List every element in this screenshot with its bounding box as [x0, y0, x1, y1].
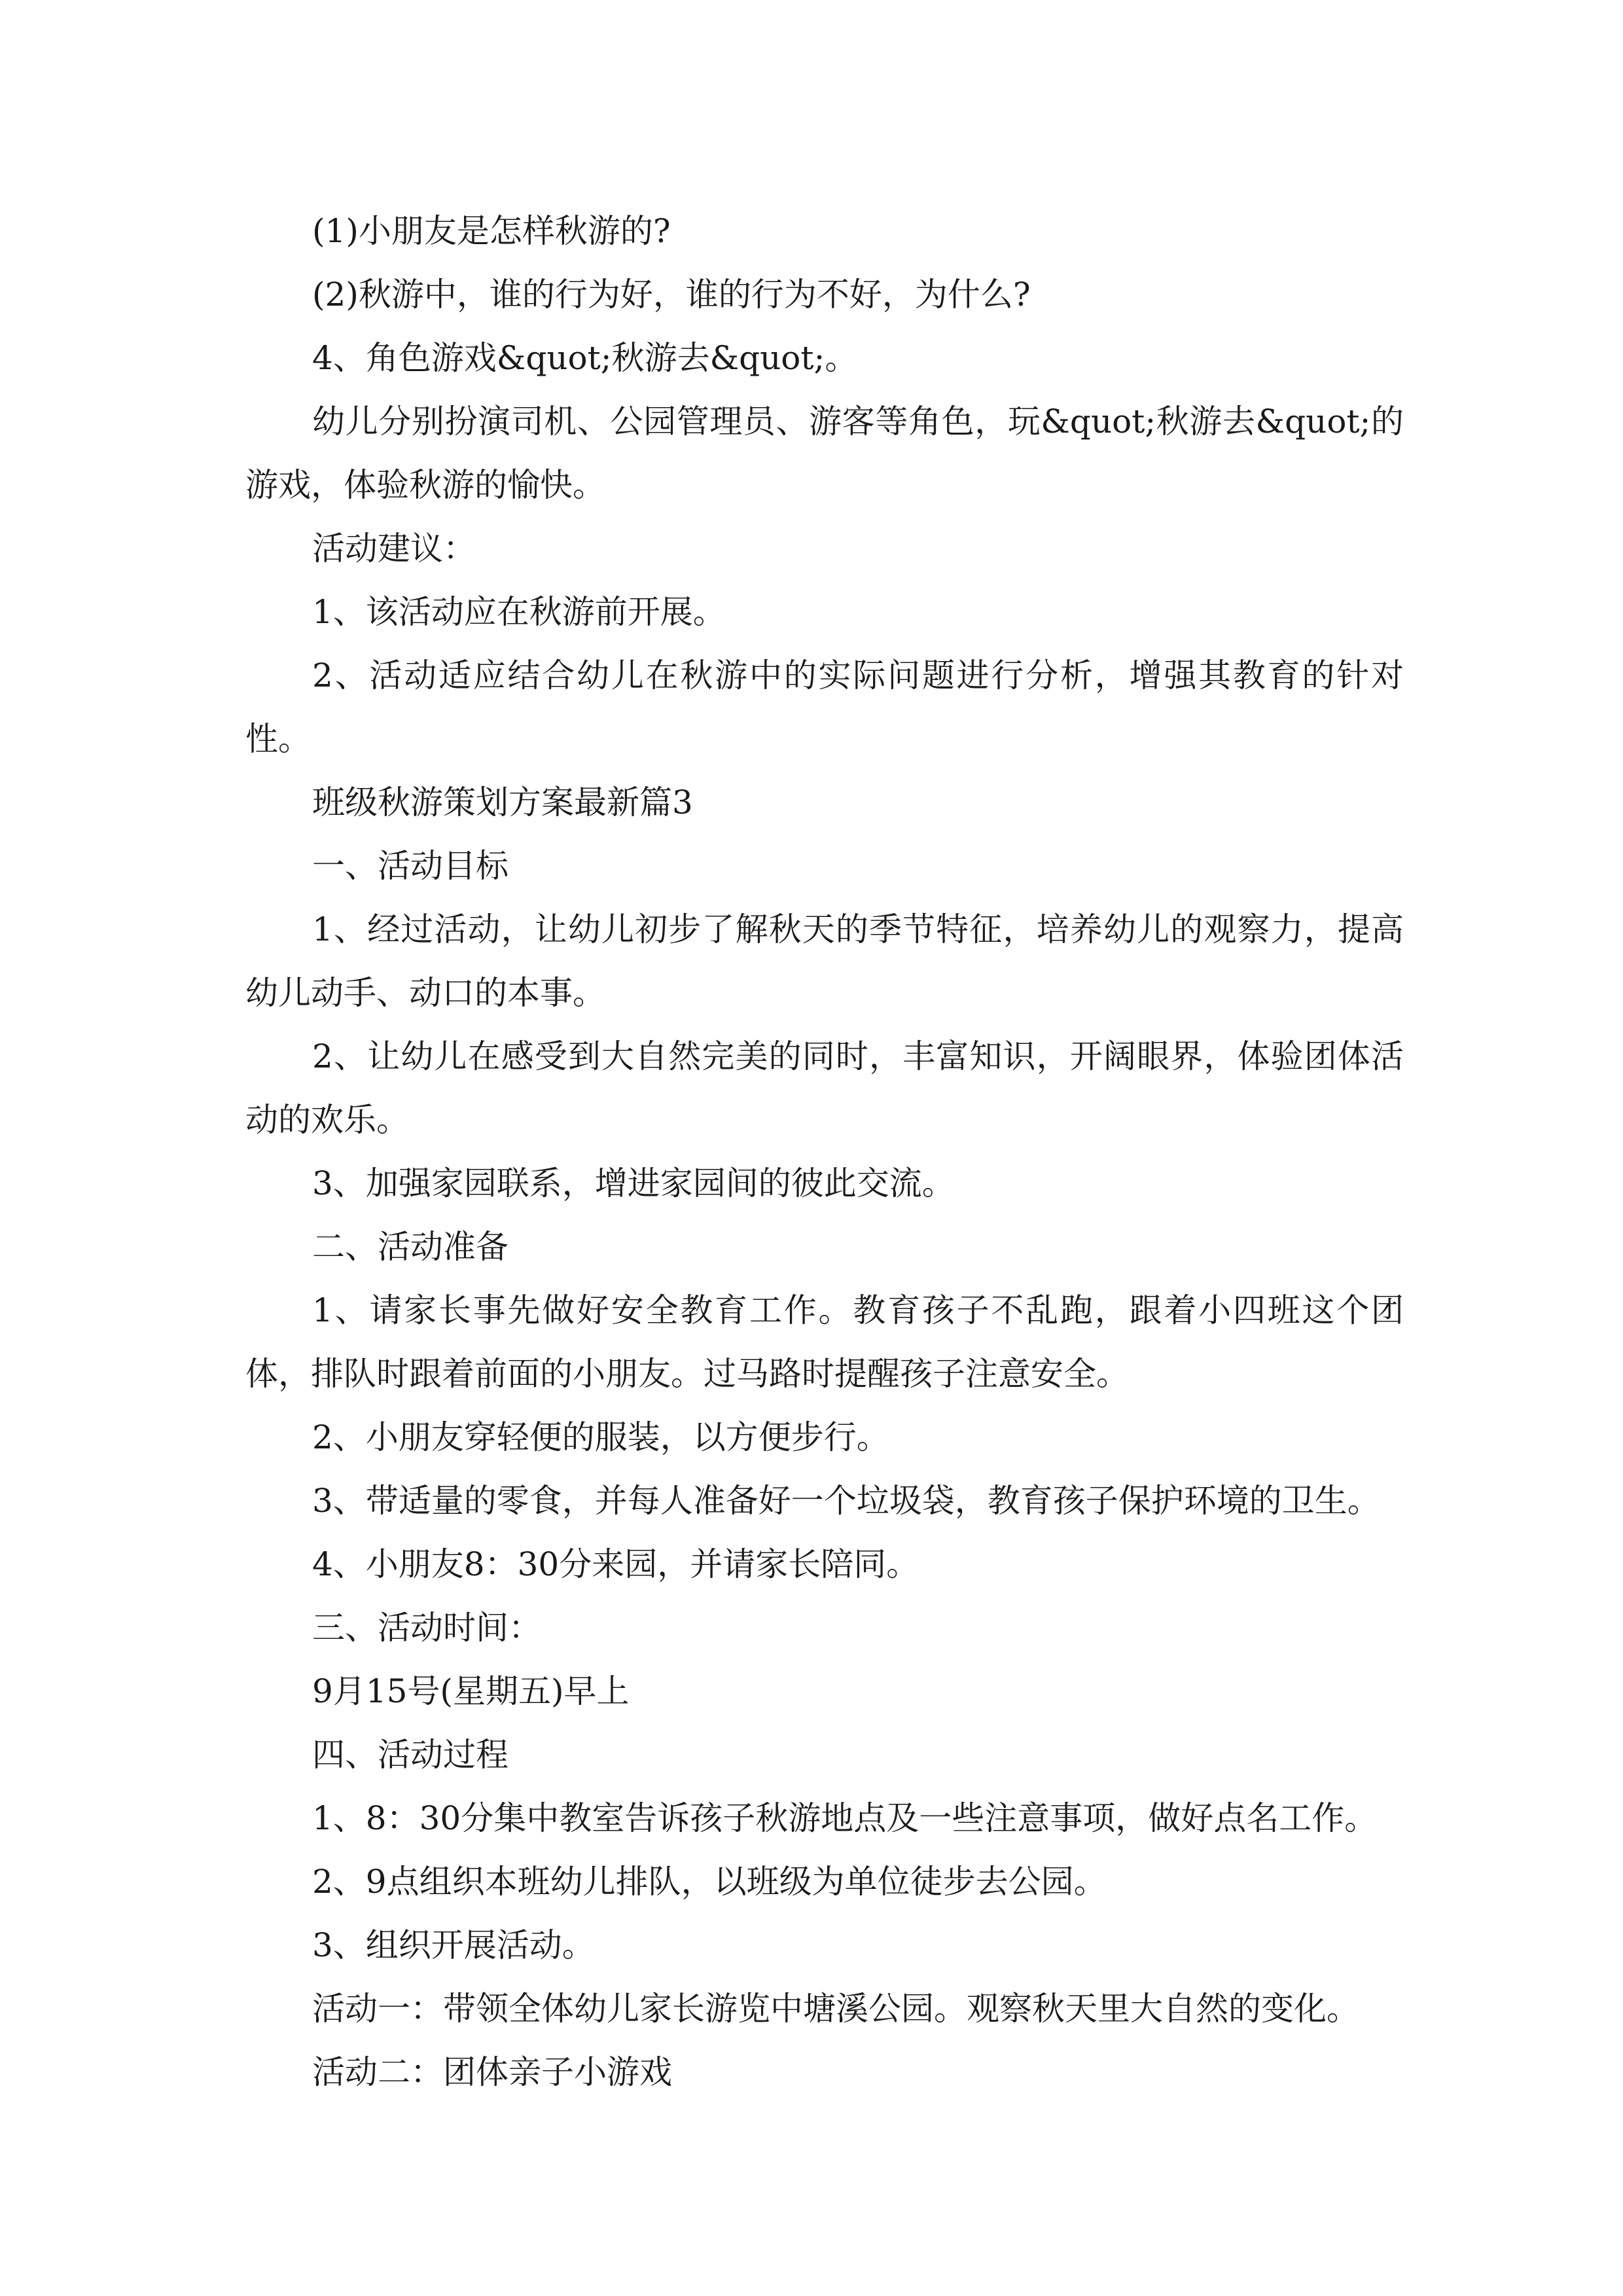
heading-time: 三、活动时间： [312, 1609, 541, 1647]
paragraph-prep-1: 1、请家长事先做好安全教育工作。教育孩子不乱跑，跟着小四班这个团体，排队时跟着前面的小朋友。过马路时提醒孩子注意安全。 [245, 1291, 1404, 1393]
paragraph-process-2: 2、9点组织本班幼儿排队，以班级为单位徒步去公园。 [312, 1863, 1107, 1901]
paragraph-prep-2: 2、小朋友穿轻便的服装，以方便步行。 [312, 1418, 889, 1456]
paragraph-question-1: (1)小朋友是怎样秋游的? [312, 212, 671, 250]
paragraph-suggestions-heading: 活动建议： [312, 529, 476, 567]
paragraph-role-play-heading: 4、角色游戏&quot;秋游去&quot;。 [312, 339, 858, 377]
paragraph-process-1: 1、8：30分集中教室告诉孩子秋游地点及一些注意事项，做好点名工作。 [312, 1799, 1378, 1837]
paragraph-goal-3: 3、加强家园联系，增进家园间的彼此交流。 [312, 1164, 955, 1202]
document-body [245, 200, 1404, 2104]
section-title: 班级秋游策划方案最新篇3 [312, 783, 693, 821]
paragraph-activity-1: 活动一：带领全体幼儿家长游览中塘溪公园。观察秋天里大自然的变化。 [312, 1990, 1359, 2028]
paragraph-goal-2: 2、让幼儿在感受到大自然完美的同时，丰富知识，开阔眼界，体验团体活动的欢乐。 [245, 1037, 1404, 1139]
heading-goals: 一、活动目标 [312, 847, 508, 885]
paragraph-time: 9月15号(星期五)早上 [312, 1672, 630, 1710]
paragraph-question-2: (2)秋游中，谁的行为好，谁的行为不好，为什么? [312, 276, 1031, 314]
heading-process: 四、活动过程 [312, 1736, 508, 1774]
paragraph-activity-2: 活动二：团体亲子小游戏 [312, 2053, 672, 2091]
paragraph-goal-1: 1、经过活动，让幼儿初步了解秋天的季节特征，培养幼儿的观察力，提高幼儿动手、动口的本事。 [245, 910, 1404, 1012]
heading-preparation: 二、活动准备 [312, 1228, 508, 1266]
paragraph-suggestion-1: 1、该活动应在秋游前开展。 [312, 593, 726, 631]
paragraph-prep-4: 4、小朋友8：30分来园，并请家长陪同。 [312, 1545, 919, 1583]
paragraph-role-play-body: 幼儿分别扮演司机、公园管理员、游客等角色，玩&quot;秋游去&quot;的游戏，体验秋游的愉快。 [245, 403, 1404, 504]
paragraph-prep-3: 3、带适量的零食，并每人准备好一个垃圾袋，教育孩子保护环境的卫生。 [312, 1482, 1380, 1520]
paragraph-suggestion-2: 2、活动适应结合幼儿在秋游中的实际问题进行分析，增强其教育的针对性。 [245, 656, 1404, 758]
paragraph-process-3: 3、组织开展活动。 [312, 1926, 595, 1964]
